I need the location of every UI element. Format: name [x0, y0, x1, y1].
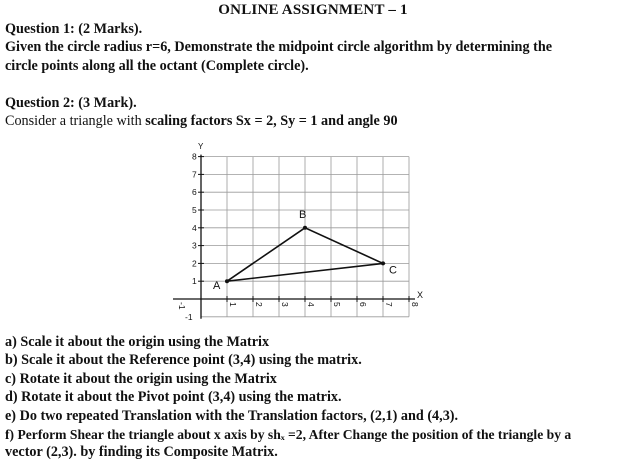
y-tick-label: 1: [192, 276, 197, 287]
x-tick-label: 4: [306, 302, 316, 307]
vertex-point-b: [303, 226, 307, 230]
vertex-point-c: [381, 261, 385, 265]
task-f-line-2: vector (2,3). by finding its Composite Matrix.: [5, 444, 278, 460]
question-2-intro-text: Consider a triangle with: [5, 113, 146, 129]
question-2-intro: [5, 113, 398, 130]
y-tick-label: 6: [192, 187, 197, 198]
vertex-label-b: B: [299, 208, 307, 221]
task-c: c) Rotate it about the origin using the Matrix: [5, 371, 277, 387]
triangle-graph: [160, 140, 436, 326]
vertex-label-a: A: [213, 280, 221, 293]
y-axis-label: Y: [198, 142, 204, 151]
question-1-line-1: Given the circle radius r=6, Demonstrate the midpoint circle algorithm by determining the: [5, 39, 553, 55]
x-tick-label: 2: [254, 302, 264, 307]
question-2-scaling-factors: scaling factors Sx = 2, Sy = 1 and angle 90: [145, 113, 398, 129]
x-tick-label: 6: [358, 302, 368, 307]
graph-axes: [173, 142, 423, 319]
task-b: b) Scale it about the Reference point (3,4) using the matrix.: [5, 352, 362, 368]
x-tick-label: 7: [384, 302, 394, 307]
x-tick-label: 5: [332, 302, 342, 307]
y-tick-label: 2: [192, 258, 197, 269]
y-tick-label: 3: [192, 240, 197, 251]
question-1-line-2: circle points along all the octant (Complete circle).: [5, 58, 309, 74]
x-tick-label: 1: [228, 302, 238, 307]
vertex-point-a: [225, 279, 229, 283]
x-axis-label: X: [417, 290, 424, 300]
graph-grid: [201, 157, 409, 317]
x-tick-label: 8: [410, 302, 420, 307]
y-tick-label: 7: [192, 169, 197, 180]
x-tick-label: 3: [280, 302, 290, 307]
y-tick-label: 8: [192, 151, 197, 162]
question-2-heading: Question 2: (3 Mark).: [5, 95, 137, 111]
task-e: e) Do two repeated Translation with the Translation factors, (2,1) and (4,3).: [5, 408, 459, 424]
x-tick-label: -1: [177, 302, 187, 310]
graph-tick-labels: [177, 152, 420, 322]
y-tick-label: 5: [192, 205, 197, 215]
page-title: ONLINE ASSIGNMENT – 1: [218, 2, 408, 18]
question-1-heading: Question 1: (2 Marks).: [5, 21, 143, 37]
vertex-label-c: C: [389, 264, 397, 277]
task-d: d) Rotate it about the Pivot point (3,4) using the matrix.: [5, 389, 342, 405]
y-tick-label: 4: [192, 222, 197, 233]
task-a: a) Scale it about the origin using the Matrix: [5, 334, 270, 350]
y-tick-label: -1: [185, 311, 193, 322]
task-f-line-1: f) Perform Shear the triangle about x axis by shₓ =2, After Change the position of the triangle by a: [5, 427, 572, 442]
